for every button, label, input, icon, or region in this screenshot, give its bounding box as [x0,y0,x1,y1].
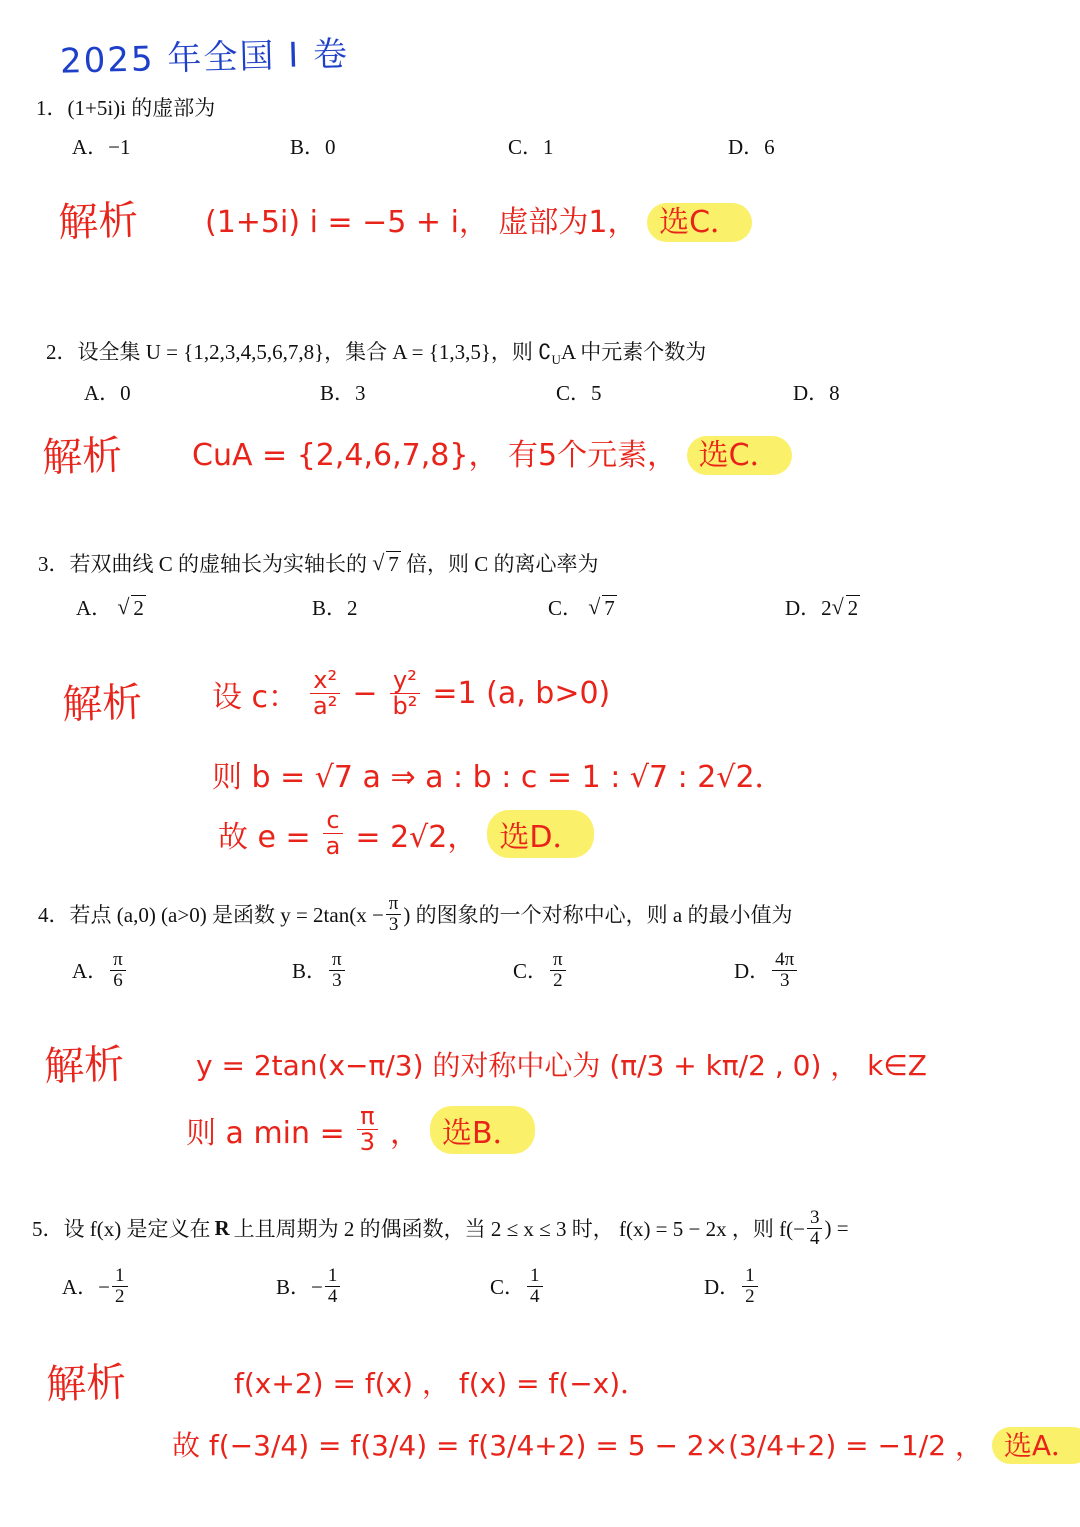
q3-sol-e-value: = 2√2， [355,819,478,855]
q3-sol-frac-ca [323,808,344,859]
q3-option-a-radicand: 2 [133,596,144,620]
q5-stem-text: 5．设 f(x) 是定义在 [32,1217,211,1242]
question-5-stem [32,1208,849,1249]
q3-stem-sqrt [372,552,401,577]
q1-option-c: C．1 [508,135,554,159]
q3-sol-minus: − [352,676,378,712]
q5-solution-line-1: f(x+2) = f(x) ， f(x) = f(−x)． [234,1367,649,1400]
q3-option-d [785,592,860,622]
page-title: 2025 年全国 I 卷 [59,34,350,82]
q5-option-c-letter: C． [490,1275,526,1300]
q5-option-d-den: 2 [745,1285,755,1307]
q3-sol-a2: a² [313,692,338,721]
q1-option-d: D．6 [728,135,775,159]
q4-option-c-num: π [550,950,566,971]
q5-option-a-frac [112,1266,128,1307]
q4-option-d-frac [772,950,797,991]
q3-option-c-sqrt [588,596,617,621]
q4-stem-end: ) 的图象的一个对称中心，则 a 的最小值为 [403,903,793,928]
q3-sol-a: a [325,832,341,861]
question-3-stem [38,548,599,578]
q5-option-b [276,1266,342,1307]
q4-stem-frac [386,894,402,935]
q4-option-c-den: 2 [553,969,563,991]
q4-stem-frac-den: 3 [388,913,399,935]
q5-option-b-frac [325,1266,341,1307]
q2-solution-label: 解析 [41,432,123,482]
q5-option-b-num: 1 [325,1266,341,1287]
q4-option-b [292,950,347,991]
q3-option-b: B．2 [312,596,358,620]
q3-answer-highlight: 选D． [487,810,594,858]
q1-solution-text: (1+5i) i = −5 + i， 虚部为1， [205,205,638,240]
q5-solution-line-2 [172,1424,1080,1464]
q3-option-d-radicand: 2 [847,596,859,620]
q4-option-b-frac [329,950,345,991]
q2-stem-sub: U [551,352,561,368]
q5-option-d [704,1266,760,1307]
q4-option-a-frac [110,950,126,991]
question-4-stem [38,894,792,935]
q5-stem-bold: R [214,1215,230,1240]
q1-solution-label: 解析 [57,197,139,247]
q4-sol-frac-den: 3 [359,1128,375,1157]
q3-sol-therefore: 故 e = [218,819,311,855]
q2-option-d: D．8 [793,381,840,405]
q3-option-d-letter: D．2 [785,596,832,620]
q1-option-b: B．0 [290,135,336,159]
q5-option-c-num: 1 [527,1266,543,1287]
q3-option-c-radicand: 7 [604,596,615,620]
q4-sol-frac-num: π [357,1104,377,1130]
q2-option-a: A．0 [84,381,131,405]
q2-stem-end: A 中元素个数为 [560,340,707,364]
q4-option-d-letter: D． [734,959,771,984]
q5-stem-frac [807,1208,823,1249]
q5-solution-label: 解析 [45,1359,127,1409]
q5-option-d-frac [742,1266,758,1307]
q4-option-a-den: 6 [113,969,123,991]
question-2-stem [46,336,706,368]
q3-solution-line-3 [218,808,594,859]
q3-stem-text: 3．若双曲线 C 的虚轴长为实轴长的 [38,552,368,576]
q4-sol-frac [357,1104,378,1155]
q4-option-d-den: 3 [779,969,790,991]
q4-sol-comma: ， [389,1115,420,1151]
q3-stem-radicand: 7 [388,552,399,576]
q5-stem-frac-den: 4 [809,1227,820,1249]
q4-sol-amin: 则 a min = [186,1115,345,1151]
q5-option-d-letter: D． [704,1275,741,1300]
q4-option-c-frac [550,950,566,991]
q2-solution-text: CuA = {2,4,6,7,8}， 有5个元素， [192,438,678,473]
q4-option-a [72,950,128,991]
q4-option-b-letter: B． [292,959,328,984]
q4-option-d-num: 4π [772,950,797,971]
q5-stem-end: 上且周期为 2 的偶函数，当 2 ≤ x ≤ 3 时， f(x) = 5 − 2x ，则 f(− [233,1217,805,1242]
q5-stem-frac-num: 3 [807,1208,823,1229]
q3-solution-line-2: 则 b = √7 a ⇒ a : b : c = 1 : √7 : 2√2． [212,760,785,795]
q2-answer-highlight: 选C． [687,436,792,475]
q5-option-a-letter: A．− [62,1275,111,1300]
q4-option-c [513,950,568,991]
q2-solution-line [192,430,792,474]
q3-solution-line-1 [212,668,610,719]
q4-solution-label: 解析 [43,1041,125,1091]
q3-sol-x2: x² [310,668,340,694]
q5-option-c [490,1266,545,1307]
q5-option-a [62,1266,130,1307]
q5-stem-tail: ) = [824,1215,849,1240]
q5-answer-highlight: 选A． [992,1427,1080,1464]
q3-solution-label: 解析 [61,679,143,729]
q4-stem-text: 4．若点 (a,0) (a>0) 是函数 y = 2tan(x − [38,903,384,928]
q1-option-a: A．−1 [72,135,131,159]
q3-sol-c: c [323,808,342,834]
q4-solution-line-1: y = 2tan(x−π/3) 的对称中心为 (π/3 + kπ/2 , 0) ， k∈Z [196,1049,927,1082]
q5-option-a-num: 1 [112,1266,128,1287]
q3-option-a [76,592,146,622]
q3-sol-b2: b² [392,692,418,721]
q3-option-c [548,592,617,622]
q4-option-b-num: π [329,950,345,971]
q4-option-c-letter: C． [513,959,549,984]
q2-option-b: B．3 [320,381,366,405]
q3-sol-set: 设 c： [212,679,299,715]
q4-option-b-den: 3 [332,969,342,991]
q2-stem-text: 2．设全集 U = {1,2,3,4,5,6,7,8}，集合 A = {1,3,5}，则 ∁ [46,340,552,364]
q4-answer-highlight: 选B． [430,1106,535,1154]
q5-sol-text: 故 f(−3/4) = f(3/4) = f(3/4+2) = 5 − 2×(3/4+2) = −1/2 ， [172,1429,983,1462]
q4-stem-frac-num: π [386,894,402,915]
q1-answer-highlight: 选C． [647,203,752,242]
q3-sol-y2: y² [390,668,420,694]
q3-option-a-letter: A． [76,596,113,620]
q5-option-d-num: 1 [742,1266,758,1287]
q2-option-c: C．5 [556,381,602,405]
q3-stem-end: 倍，则 C 的离心率为 [406,552,599,576]
q3-sol-eq1: =1 (a, b>0) [432,676,611,712]
q5-option-c-den: 4 [530,1285,540,1307]
q5-option-a-den: 2 [115,1285,125,1307]
q4-option-a-num: π [110,950,126,971]
q4-option-a-letter: A． [72,959,109,984]
question-1-stem: 1．(1+5i)i 的虚部为 [36,96,216,120]
q5-option-b-den: 4 [327,1285,338,1307]
q4-solution-line-2 [186,1104,535,1155]
q5-option-c-frac [527,1266,543,1307]
q3-sol-frac-y [390,668,421,719]
q3-option-a-sqrt [117,596,146,621]
q3-option-c-letter: C． [548,596,584,620]
q5-option-b-letter: B．− [276,1275,323,1300]
q1-solution-line [205,197,752,241]
q3-option-d-sqrt [832,596,861,621]
q4-option-d [734,950,799,991]
q3-sol-frac-x [310,668,340,719]
